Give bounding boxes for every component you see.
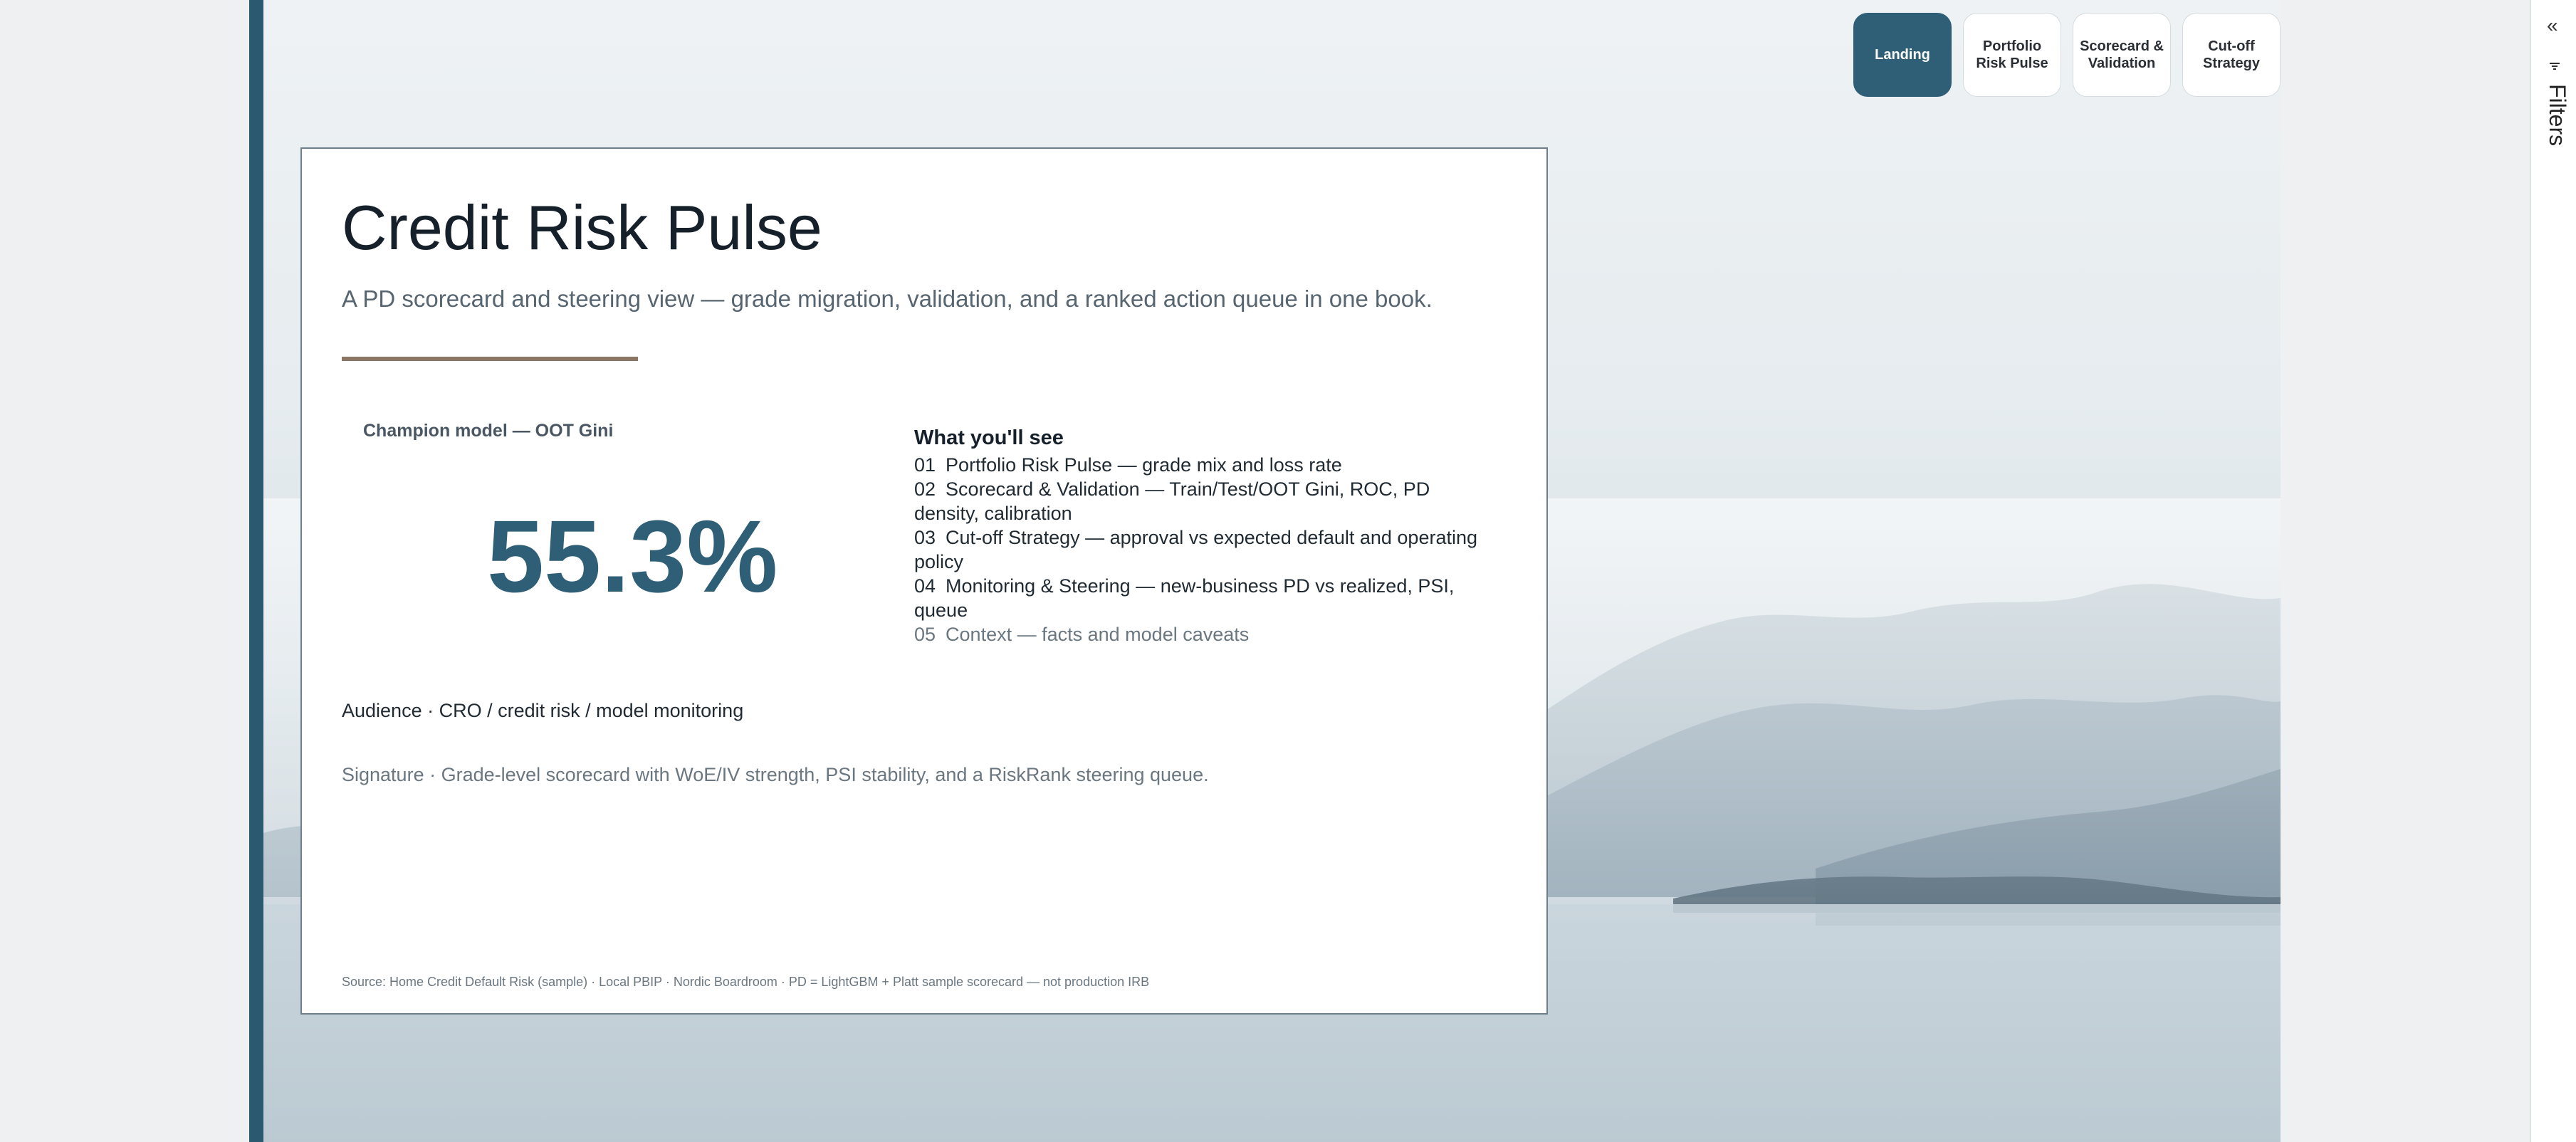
signature-text: Signature · Grade-level scorecard with WoE/IV strength, PSI stability, and a RiskRank steering queue. — [342, 764, 1209, 785]
double-chevron-left-icon[interactable]: « — [2547, 14, 2558, 36]
left-gutter — [0, 0, 249, 1142]
kpi-label: Champion model — OOT Gini — [363, 421, 614, 441]
title-divider — [342, 357, 638, 361]
see-item-text: Portfolio Risk Pulse — grade mix and loss rate — [946, 454, 1342, 476]
audience-text: Audience · CRO / credit risk / model monitoring — [342, 700, 744, 721]
kpi-value: 55.3% — [487, 499, 778, 614]
page-title: Credit Risk Pulse — [342, 192, 822, 263]
see-item-number: 05 — [914, 624, 936, 645]
see-item-number: 04 — [914, 575, 936, 597]
see-item-text: Monitoring & Steering — new-business PD vs realized, PSI, queue — [914, 575, 1455, 621]
right-gutter — [2281, 0, 2530, 1142]
see-item-number: 02 — [914, 478, 936, 500]
what-youll-see-heading: What you'll see — [914, 426, 1064, 449]
see-item-text: Context — facts and model caveats — [946, 624, 1250, 645]
see-list-item — [914, 525, 1498, 574]
page-subtitle: A PD scorecard and steering view — grade migration, validation, and a ranked action queue in one book. — [342, 286, 1433, 312]
nav-tab-portfolio-risk-pulse[interactable]: Portfolio Risk Pulse — [1963, 13, 2061, 97]
source-note: Source: Home Credit Default Risk (sample) · Local PBIP · Nordic Boardroom · PD = LightGBM + Platt sample scorecard — not production IRB — [342, 975, 1150, 989]
filters-pane — [2530, 0, 2576, 1142]
see-item-text: Scorecard & Validation — Train/Test/OOT Gini, ROC, PD density, calibration — [914, 478, 1430, 524]
filters-label[interactable]: Filters — [2545, 84, 2570, 147]
landing-card — [300, 147, 1548, 1015]
nav-tab-cutoff-strategy[interactable]: Cut-off Strategy — [2182, 13, 2281, 97]
see-list-item — [914, 622, 1498, 646]
see-list-item — [914, 574, 1498, 622]
see-item-text: Cut-off Strategy — approval vs expected default and operating policy — [914, 527, 1478, 572]
what-youll-see-list — [914, 426, 1498, 646]
nav-tab-scorecard-validation[interactable]: Scorecard & Validation — [2073, 13, 2171, 97]
filter-icon[interactable] — [2548, 60, 2561, 73]
nav-tab-landing[interactable]: Landing — [1853, 13, 1952, 97]
see-item-number: 03 — [914, 527, 936, 548]
see-list-item — [914, 453, 1498, 477]
see-item-number: 01 — [914, 454, 936, 476]
see-list-item — [914, 477, 1498, 525]
